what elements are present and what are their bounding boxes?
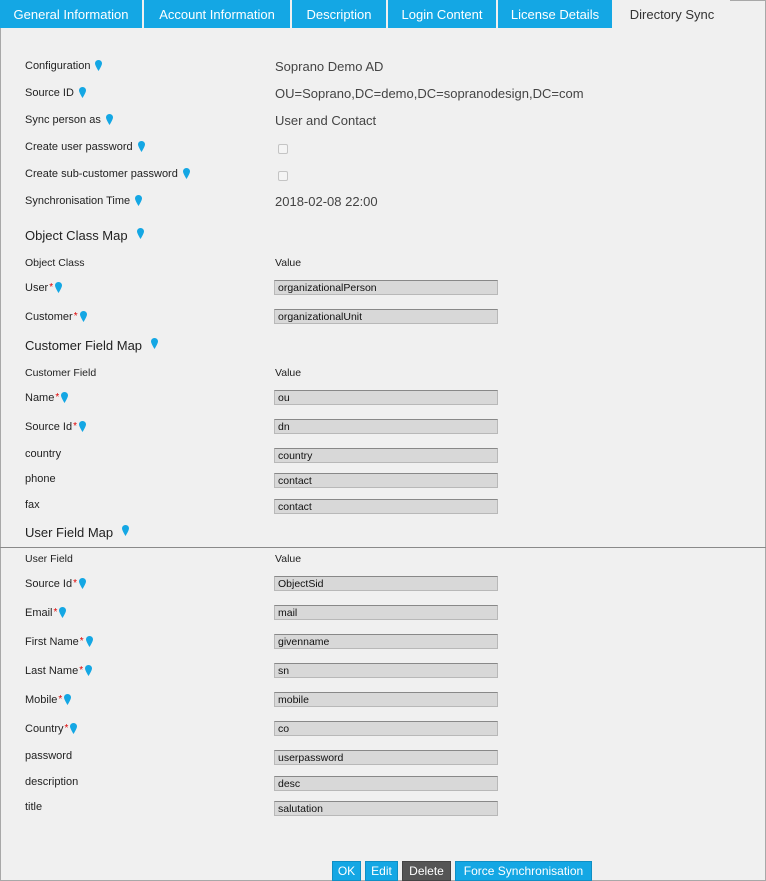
user-password-label: password [25, 750, 73, 762]
user-source-id-input[interactable] [274, 576, 498, 591]
info-pin-icon[interactable] [85, 665, 92, 675]
value-column-header: Value [275, 367, 302, 379]
required-asterisk: * [64, 723, 69, 734]
user-description-label: description [25, 776, 79, 788]
configuration-label: Configuration [25, 60, 102, 72]
object-class-map-title: Object Class Map [25, 228, 144, 243]
required-asterisk: * [73, 578, 77, 589]
user-password-input[interactable] [274, 750, 498, 765]
info-pin-icon[interactable] [70, 723, 77, 733]
required-asterisk: * [73, 421, 77, 432]
source-id-label: Source ID [25, 87, 86, 99]
value-column-header: Value [275, 257, 302, 269]
required-asterisk: * [58, 694, 63, 705]
user-last-name-input[interactable] [274, 663, 498, 678]
info-pin-icon[interactable] [79, 87, 86, 97]
customer-field-column-header: Customer Field [25, 367, 97, 379]
user-email-input[interactable] [274, 605, 498, 620]
user-field-map-title: User Field Map [25, 525, 129, 540]
create-user-password-checkbox[interactable] [278, 144, 288, 154]
tab-login-content[interactable]: Login Content [388, 0, 498, 28]
info-pin-icon[interactable] [61, 392, 68, 402]
required-asterisk: * [79, 665, 84, 676]
required-asterisk: * [49, 282, 54, 293]
customer-name-label: Name* [25, 392, 68, 404]
customer-phone-input[interactable] [274, 473, 498, 488]
info-pin-icon[interactable] [55, 282, 62, 292]
required-asterisk: * [53, 607, 58, 618]
user-email-label: Email* [25, 607, 66, 619]
user-source-id-label: Source Id* [25, 578, 86, 590]
tab-directory-sync[interactable]: Directory Sync [614, 0, 730, 28]
customer-source-id-input[interactable] [274, 419, 498, 434]
configuration-value: Soprano Demo AD [275, 59, 384, 74]
info-pin-icon[interactable] [80, 311, 87, 321]
sync-time-label: Synchronisation Time [25, 195, 142, 207]
section-divider [0, 547, 766, 548]
create-sub-customer-password-label: Create sub-customer password [25, 168, 190, 180]
tab-license-details[interactable]: License Details [498, 0, 614, 28]
user-mobile-input[interactable] [274, 692, 498, 707]
info-pin-icon[interactable] [79, 578, 86, 588]
sync-person-value: User and Contact [275, 113, 377, 128]
info-pin-icon[interactable] [122, 525, 129, 535]
customer-phone-label: phone [25, 473, 56, 485]
tab-description[interactable]: Description [292, 0, 388, 28]
user-mobile-label: Mobile* [25, 694, 71, 706]
sync-person-label: Sync person as [25, 114, 113, 126]
customer-source-id-label: Source Id* [25, 421, 86, 433]
tab-general-information[interactable]: General Information [0, 0, 144, 28]
info-pin-icon[interactable] [137, 228, 144, 238]
user-description-input[interactable] [274, 776, 498, 791]
customer-country-input[interactable] [274, 448, 498, 463]
user-last-name-label: Last Name* [25, 665, 92, 677]
customer-class-input[interactable] [274, 309, 498, 324]
user-country-label: Country* [25, 723, 77, 735]
info-pin-icon[interactable] [151, 338, 158, 348]
info-pin-icon[interactable] [59, 607, 66, 617]
user-class-label: User* [25, 282, 62, 294]
user-class-input[interactable] [274, 280, 498, 295]
customer-name-input[interactable] [274, 390, 498, 405]
customer-country-label: country [25, 448, 62, 460]
info-pin-icon[interactable] [95, 60, 102, 70]
customer-class-label: Customer* [25, 311, 87, 323]
user-first-name-label: First Name* [25, 636, 93, 648]
info-pin-icon[interactable] [106, 114, 113, 124]
info-pin-icon[interactable] [135, 195, 142, 205]
user-title-input[interactable] [274, 801, 498, 816]
required-asterisk: * [73, 311, 78, 322]
customer-fax-input[interactable] [274, 499, 498, 514]
ok-button[interactable]: OK [332, 861, 361, 881]
object-class-column-header: Object Class [25, 257, 85, 269]
tab-account-information[interactable]: Account Information [144, 0, 292, 28]
user-field-column-header: User Field [25, 553, 73, 565]
source-id-value: OU=Soprano,DC=demo,DC=sopranodesign,DC=com [275, 86, 584, 101]
customer-field-map-title: Customer Field Map [25, 338, 158, 353]
force-sync-button[interactable]: Force Synchronisation [455, 861, 592, 881]
required-asterisk: * [79, 636, 84, 647]
create-user-password-label: Create user password [25, 141, 145, 153]
info-pin-icon[interactable] [138, 141, 145, 151]
info-pin-icon[interactable] [183, 168, 190, 178]
user-country-input[interactable] [274, 721, 498, 736]
required-asterisk: * [55, 392, 60, 403]
info-pin-icon[interactable] [64, 694, 71, 704]
user-first-name-input[interactable] [274, 634, 498, 649]
edit-button[interactable]: Edit [365, 861, 398, 881]
customer-fax-label: fax [25, 499, 40, 511]
sync-time-value: 2018-02-08 22:00 [275, 194, 378, 209]
create-sub-customer-password-checkbox[interactable] [278, 171, 288, 181]
value-column-header: Value [275, 553, 302, 565]
info-pin-icon[interactable] [79, 421, 86, 431]
user-title-label: title [25, 801, 43, 813]
delete-button[interactable]: Delete [402, 861, 451, 881]
info-pin-icon[interactable] [86, 636, 93, 646]
tab-bar [0, 0, 766, 28]
